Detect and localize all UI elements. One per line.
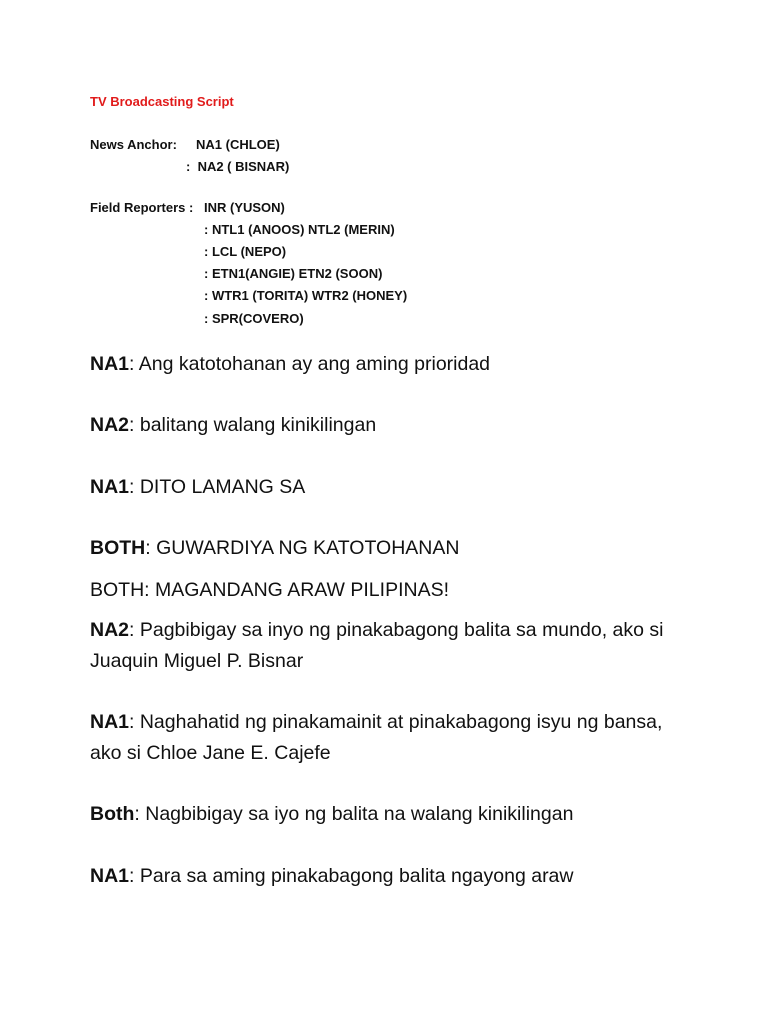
dialogue-text: : Pagbibigay sa inyo ng pinakabagong balita sa mundo, ako si Juaquin Miguel P. Bisnar — [90, 619, 664, 672]
reporter-item-text: WTR1 (TORITA) WTR2 (HONEY) — [211, 288, 408, 303]
script-line — [90, 349, 490, 379]
dialogue-text: BOTH: MAGANDANG ARAW PILIPINAS! — [90, 579, 450, 601]
speaker-label: Both — [90, 803, 135, 825]
dialogue-text: : DITO LAMANG SA — [129, 476, 306, 498]
reporter-item: : ETN1(ANGIE) ETN2 (SOON) — [204, 266, 383, 281]
reporter-item-text: ETN1(ANGIE) ETN2 (SOON) — [211, 266, 383, 281]
anchor-item: NA1 (CHLOE) — [196, 137, 280, 152]
speaker-label: NA1 — [90, 711, 130, 733]
speaker-label: NA1 — [90, 353, 130, 375]
script-line — [90, 533, 459, 563]
script-line — [90, 410, 376, 440]
document-title: TV Broadcasting Script — [90, 94, 234, 109]
anchor-label: News Anchor: — [90, 137, 177, 152]
speaker-label: NA2 — [90, 619, 130, 641]
reporter-item: : NTL1 (ANOOS) NTL2 (MERIN) — [204, 222, 395, 237]
dialogue-text: : Naghahatid ng pinakamainit at pinakabagong isyu ng bansa, ako si Chloe Jane E. Cajefe — [90, 711, 663, 764]
script-line — [90, 799, 573, 829]
reporter-item: : SPR(COVERO) — [204, 311, 304, 326]
reporter-item-text: LCL (NEPO) — [211, 244, 287, 259]
script-line — [90, 615, 690, 677]
dialogue-text: : GUWARDIYA NG KATOTOHANAN — [145, 537, 460, 559]
reporter-item-text: NTL1 (ANOOS) NTL2 (MERIN) — [211, 222, 395, 237]
dialogue-text: : balitang walang kinikilingan — [129, 414, 377, 436]
speaker-label: NA2 — [90, 414, 130, 436]
dialogue-text: : Para sa aming pinakabagong balita ngayong araw — [129, 865, 574, 887]
script-line — [90, 472, 305, 502]
reporter-item: INR (YUSON) — [204, 200, 285, 215]
script-line — [90, 707, 690, 769]
dialogue-text: : Ang katotohanan ay ang aming prioridad — [129, 353, 491, 375]
speaker-label: NA1 — [90, 865, 130, 887]
reporter-item: : LCL (NEPO) — [204, 244, 287, 259]
anchor-item: : NA2 ( BISNAR) — [186, 159, 290, 174]
script-line — [90, 861, 574, 891]
anchor-item-text: NA2 ( BISNAR) — [197, 159, 290, 174]
speaker-label: BOTH — [90, 537, 146, 559]
dialogue-text: : Nagbibigay sa iyo ng balita na walang kinikilingan — [134, 803, 574, 825]
script-line — [90, 575, 449, 605]
reporter-item: : WTR1 (TORITA) WTR2 (HONEY) — [204, 288, 408, 303]
reporter-label: Field Reporters : — [90, 200, 194, 215]
speaker-label: NA1 — [90, 476, 130, 498]
reporter-item-text: SPR(COVERO) — [211, 311, 304, 326]
